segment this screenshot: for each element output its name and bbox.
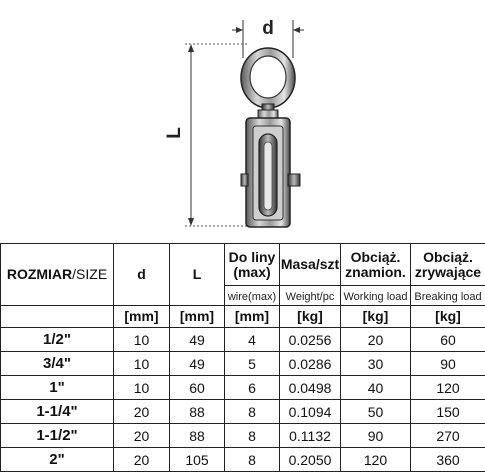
column-header-d: d [114,244,170,306]
size-cell: 1" [1,376,114,400]
unit-cell: [kg] [411,306,485,328]
value-cell: 8 [225,424,280,448]
value-cell: 20 [114,400,170,424]
value-cell: 0.1094 [280,400,341,424]
value-cell: 120 [411,376,485,400]
subheader-breaking-load: Breaking load [411,286,485,306]
value-cell: 10 [114,328,170,352]
unit-cell: [mm] [170,306,225,328]
value-cell: 20 [114,424,170,448]
value-cell: 0.0256 [280,328,341,352]
size-header-cell [1,244,114,306]
size-cell: 1-1/4" [1,400,114,424]
value-cell: 50 [341,400,411,424]
value-cell: 8 [225,400,280,424]
value-cell: 20 [114,448,170,472]
value-cell: 49 [170,352,225,376]
value-cell: 10 [114,352,170,376]
value-cell: 88 [170,400,225,424]
dimension-l-label: L [164,127,185,139]
value-cell: 40 [341,376,411,400]
unit-cell: [kg] [280,306,341,328]
dimension-l [164,44,247,226]
column-header-wire-max: Do liny (max) [225,244,280,286]
column-header-breaking-load: Obciąż. zrywające [411,244,485,286]
value-cell: 0.0286 [280,352,341,376]
specification-table [0,243,485,472]
value-cell: 6 [225,376,280,400]
value-cell: 0.1132 [280,424,341,448]
size-cell: 3/4" [1,352,114,376]
unit-cell: [mm] [114,306,170,328]
size-cell: 1-1/2" [1,424,114,448]
value-cell: 8 [225,448,280,472]
value-cell: 88 [170,424,225,448]
swivel-eye [241,48,295,118]
table-row [1,424,485,448]
size-header: ROZMIAR/SIZE [7,266,107,282]
value-cell: 105 [170,448,225,472]
value-cell: 20 [341,328,411,352]
column-header-l: L [170,244,225,306]
size-cell: 2" [1,448,114,472]
table-row [1,328,485,352]
subheader-working-load: Working load [341,286,411,306]
value-cell: 60 [170,376,225,400]
value-cell: 10 [114,376,170,400]
table-row [1,376,485,400]
unit-cell: [kg] [341,306,411,328]
column-header-weight: Masa/szt [280,244,341,286]
table-row [1,352,485,376]
units-blank-cell [1,306,114,328]
value-cell: 30 [341,352,411,376]
column-header-working-load: Obciąż. znamion. [341,244,411,286]
value-cell: 60 [411,328,485,352]
value-cell: 4 [225,328,280,352]
units-row [1,306,485,328]
unit-cell: [mm] [225,306,280,328]
value-cell: 90 [411,352,485,376]
value-cell: 150 [411,400,485,424]
pulley-body [241,118,300,227]
value-cell: 90 [341,424,411,448]
value-cell: 5 [225,352,280,376]
subheader-wire-max: wire(max) [225,286,280,306]
value-cell: 0.0498 [280,376,341,400]
table-row [1,400,485,424]
value-cell: 49 [170,328,225,352]
value-cell: 0.2050 [280,448,341,472]
subheader-weight: Weight/pc [280,286,341,306]
dimension-d-label: d [262,18,274,39]
size-cell: 1/2" [1,328,114,352]
value-cell: 270 [411,424,485,448]
value-cell: 120 [341,448,411,472]
table-row [1,448,485,472]
value-cell: 360 [411,448,485,472]
